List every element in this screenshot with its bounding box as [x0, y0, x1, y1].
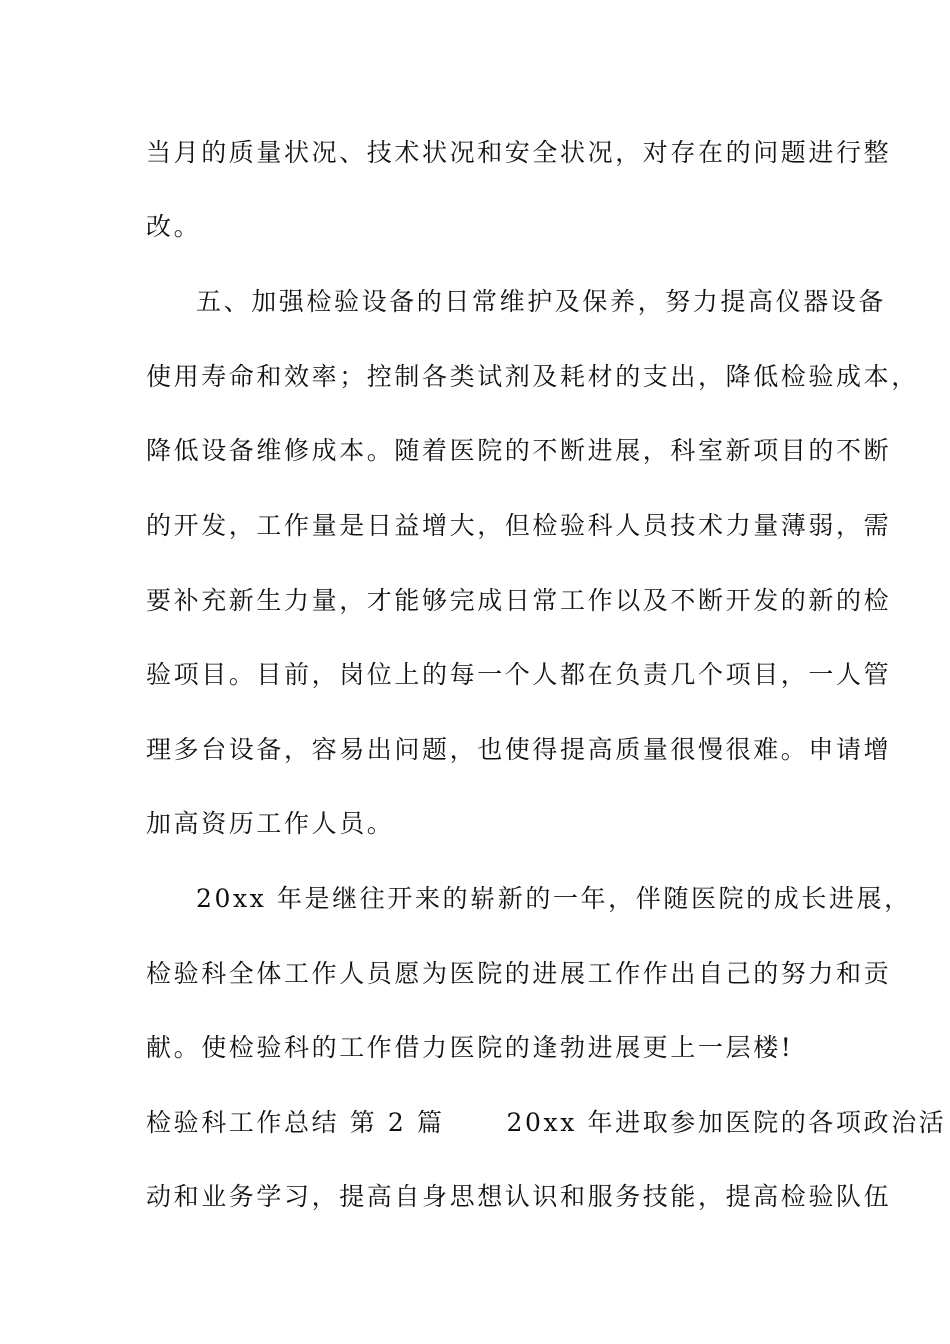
text-line: 的开发，工作量是日益增大，但检验科人员技术力量薄弱，需: [146, 511, 892, 540]
text-line: 检验科全体工作人员愿为医院的进展工作作出自己的努力和贡: [146, 959, 892, 988]
text-line: 动和业务学习，提高自身思想认识和服务技能，提高检验队伍: [146, 1182, 892, 1211]
text-line: 献。使检验科的工作借力医院的逢勃进展更上一层楼!: [146, 1033, 794, 1062]
text-line: 验项目。目前，岗位上的每一个人都在负责几个项目，一人管: [146, 660, 892, 689]
paragraph-first-line: 20xx 年是继往开来的崭新的一年，伴随医院的成长进展，: [196, 884, 912, 913]
section-heading: 检验科工作总结 第 2 篇: [146, 1108, 445, 1137]
paragraph-first-line: 五、加强检验设备的日常维护及保养，努力提高仪器设备: [196, 287, 887, 316]
text-line: 改。: [146, 212, 202, 241]
text-line: 加高资历工作人员。: [146, 809, 395, 838]
text-line: 使用寿命和效率；控制各类试剂及耗材的支出，降低检验成本，: [146, 362, 919, 391]
text-line: 当月的质量状况、技术状况和安全状况，对存在的问题进行整: [146, 138, 892, 167]
text-line: 理多台设备，容易出问题，也使得提高质量很慢很难。申请增: [146, 735, 892, 764]
text-line: 降低设备维修成本。随着医院的不断进展，科室新项目的不断: [146, 436, 892, 465]
section-heading-line: [146, 1108, 947, 1138]
text-line: 要补充新生力量，才能够完成日常工作以及不断开发的新的检: [146, 586, 892, 615]
section-heading-continuation: 20xx 年进取参加医院的各项政治活: [506, 1108, 947, 1137]
